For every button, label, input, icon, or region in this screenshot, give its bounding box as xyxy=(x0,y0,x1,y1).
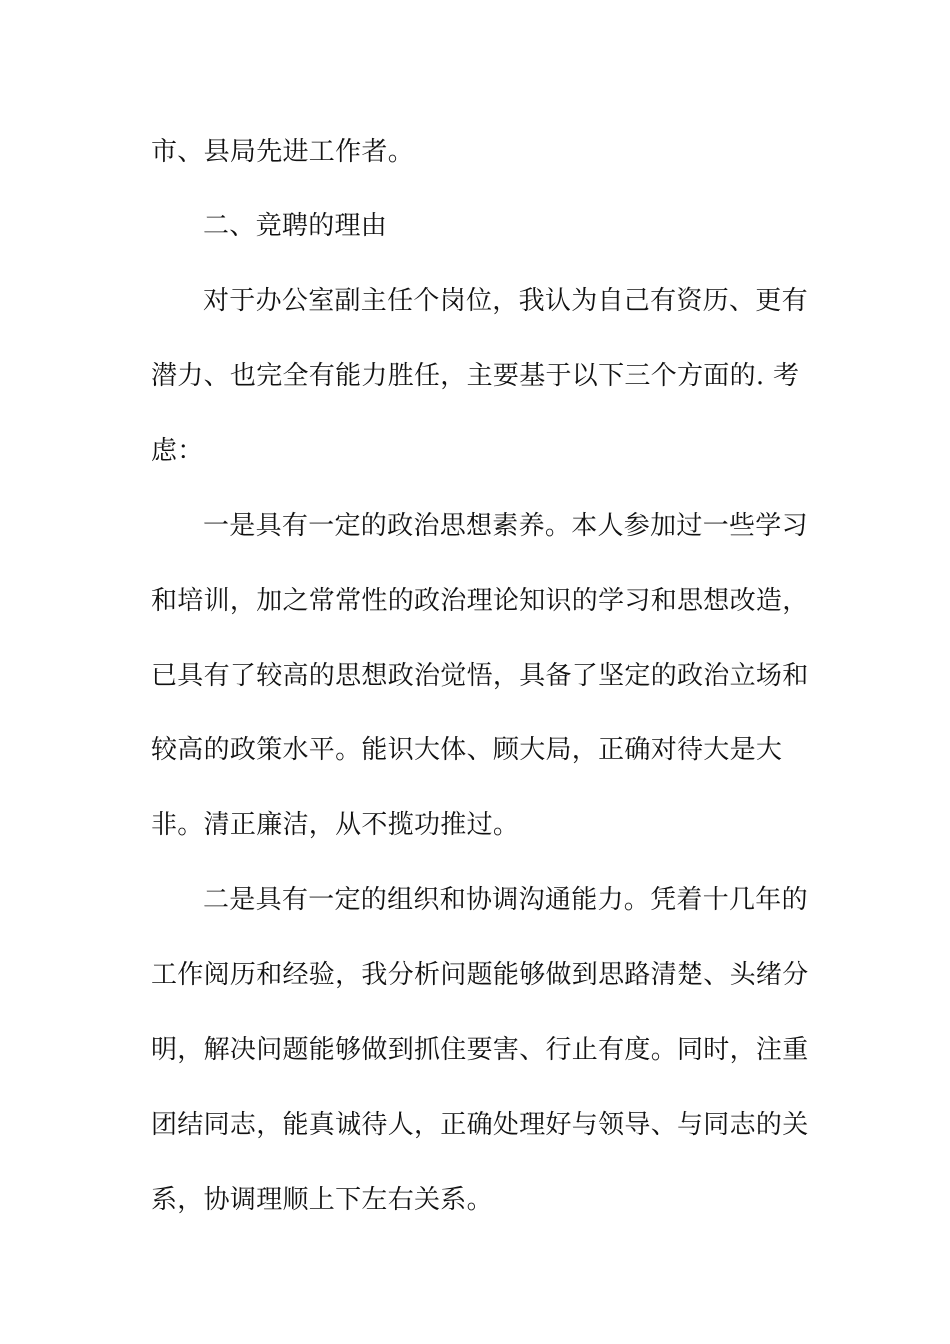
text-line-7: 和培训，加之常常性的政治理论知识的学习和思想改造， xyxy=(151,586,809,616)
text-line-8: 已具有了较高的思想政治觉悟，具备了坚定的政治立场和 xyxy=(151,661,809,691)
text-line-11: 二是具有一定的组织和协调沟通能力。凭着十几年的 xyxy=(203,885,808,915)
text-line-10: 非。清正廉洁，从不揽功推过。 xyxy=(151,810,520,840)
section-heading: 二、竞聘的理由 xyxy=(203,211,388,241)
text-line-3: 对于办公室副主任个岗位，我认为自己有资历、更有 xyxy=(203,286,808,316)
text-line-12: 工作阅历和经验，我分析问题能够做到思路清楚、头绪分 xyxy=(151,960,809,990)
text-line-15: 系，协调理顺上下左右关系。 xyxy=(151,1185,493,1215)
text-line-1: 市、县局先进工作者。 xyxy=(151,137,415,167)
text-line-13: 明，解决问题能够做到抓住要害、行止有度。同时，注重 xyxy=(151,1035,809,1065)
text-line-14: 团结同志，能真诚待人，正确处理好与领导、与同志的关 xyxy=(151,1110,809,1140)
text-line-9: 较高的政策水平。能识大体、顾大局，正确对待大是大 xyxy=(151,735,783,765)
text-line-6: 一是具有一定的政治思想素养。本人参加过一些学习 xyxy=(203,511,808,541)
text-line-5: 虑： xyxy=(151,436,204,466)
text-line-4: 潜力、也完全有能力胜任，主要基于以下三个方面的. 考 xyxy=(151,361,800,391)
